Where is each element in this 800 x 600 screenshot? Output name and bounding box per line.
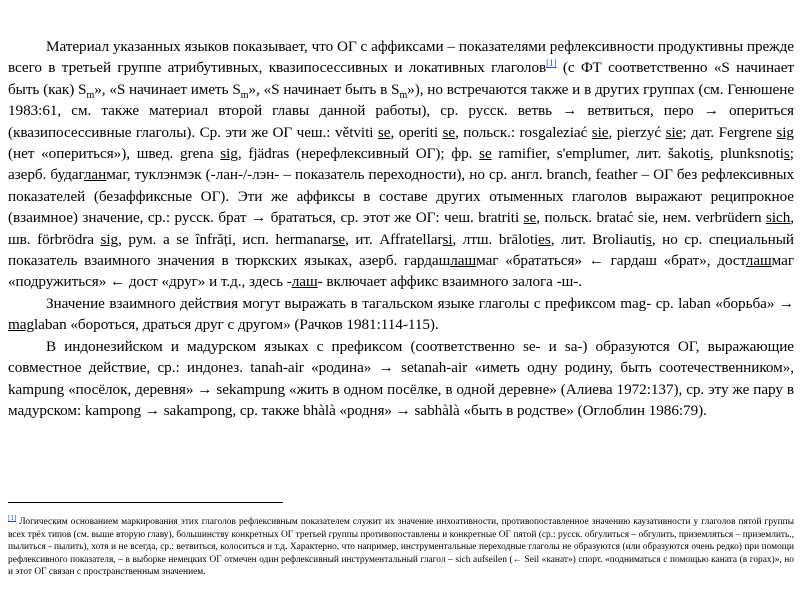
text-run: laban «бороться, драться друг с другом» (Рачков 1981:114-115). — [34, 316, 439, 334]
text-run: маг «брататься» ← гардаш «брат», дост — [476, 252, 746, 270]
underlined-affix: s — [645, 230, 652, 248]
text-run: , fjädras (нерефлексивный ОГ); фр. — [237, 145, 480, 163]
underlined-affix: sich — [765, 209, 791, 227]
underlined-affix: лаш — [745, 252, 772, 270]
text-run: », «S начинает иметь S — [94, 80, 241, 98]
text-run: , operiti — [390, 123, 443, 141]
underlined-affix: sie — [591, 123, 609, 141]
text-run: маг, туклэнмэк (-лан-/-лэн- – показатель переходности), но ср. англ. branch, feather – ОГ без рефлексивных показателей (безаффиксные ОГ). Эти же аффиксы в составе других отыменных глаголов выражают реципрокное (взаимное) значение, ср.: русск. брат → брататься, ср. этот же ОГ: чеш. bratriti — [8, 166, 795, 227]
underlined-affix: sig — [100, 230, 119, 248]
underlined-affix: sig — [220, 145, 238, 163]
footnote-marker[interactable]: [1] — [8, 513, 17, 522]
text-run: Материал указанных языков показывает, что ОГ с аффиксами – показателями рефлексивности продуктивны прежде всего в третьей группе атрибутивных, квазипосессивных и локативных глаголов — [8, 38, 794, 77]
underlined-affix: se — [523, 209, 537, 227]
text-run: , лит. Broliauti — [550, 230, 646, 248]
text-run: (нет «опериться»), швед. grena — [8, 145, 221, 163]
underlined-affix: s — [783, 145, 790, 163]
text-run: , шв. förbrödra — [8, 209, 794, 248]
text-run: - включает аффикс взаимного залога -ш-. — [317, 273, 583, 291]
text-run: (с ФТ соответственно «S начинает быть (как) S — [8, 59, 794, 98]
text-run: »), но встречаются также и в других группах (см. Генюшене 1983:61, см. также материал второй главы данной работы), ср. русск. ветвь → ветвиться, перо → опериться (квазипосессивные глаголы). Ср. эти же ОГ чеш.: větviti — [8, 80, 795, 141]
text-run: Значение взаимного действия могут выражать в тагальском языке глаголы с префиксом mag- ср. laban «борьба» → — [46, 294, 794, 312]
text-run: », «S начинает быть в S — [248, 80, 400, 98]
text-run: , рум. a se înfrăți, исп. hermanar — [118, 230, 333, 248]
paragraph — [8, 293, 794, 336]
underlined-affix: лаш — [450, 252, 477, 270]
footnote-reference-link[interactable]: [1] — [546, 58, 557, 69]
underlined-affix: se — [479, 145, 492, 163]
underlined-affix: лаш — [291, 273, 318, 291]
paragraph — [8, 36, 794, 293]
text-run: , ит. Affratellar — [345, 230, 443, 248]
underlined-affix: si — [442, 230, 453, 248]
text-run: , pierzyć — [608, 123, 666, 141]
paragraph — [8, 336, 794, 422]
footnote-text: Логическим основанием маркирования этих глаголов рефлексивным показателем служит их значение инхоативности, противопоставленное значению каузативности у глаголов пятой группы всех трёх типов (см. выше вторую главу), большинству конкретных ОГ третьей группы противопоставлены и конкретные ОГ пятой (ср.: русск. обгулиться – обгулить, приземляться – приземлить., пылиться - пылить), хотя и не всегда, ср.: ветвиться, колоситься и т.д. Характерно, что например, инструментальные переходные глаголы не образуются (или образуются очень редко) при помощи рефлексивного показателя, – в выборке немецких ОГ отмечен один рефлексивный инструментальный глагол – sich aufseilen (← Seil «канат») спорт. «подниматься с помощью каната (в горах)», но и этот ОГ связан с пространственным значением. — [8, 517, 794, 577]
main-text — [8, 36, 794, 421]
underlined-affix: se — [377, 123, 391, 141]
underlined-affix: s — [703, 145, 710, 163]
subscript: m — [86, 89, 95, 101]
subscript: m — [399, 89, 408, 101]
text-run: , plunksnoti — [709, 145, 784, 163]
text-run: , польск.: rosgaleziać — [455, 123, 592, 141]
footnote — [8, 513, 794, 579]
underlined-affix: se — [332, 230, 346, 248]
text-run: , польск. bratać sie, нем. verbrüdern — [536, 209, 766, 227]
subscript: m — [240, 89, 249, 101]
text-run: ; азерб. будаг — [8, 145, 794, 184]
underlined-affix: sie — [665, 123, 683, 141]
text-run: маг «подружиться» ← дост «друг» и т.д., здесь - — [8, 252, 794, 291]
text-run: , лтш. brāloti — [452, 230, 539, 248]
underlined-affix: se — [442, 123, 456, 141]
text-run: ; дат. Fergrene — [682, 123, 777, 141]
text-run: , но ср. специальный показатель взаимного значения в тюркских языках, азерб. гардаш — [8, 230, 794, 270]
text-run: ramifier, s'emplumer, лит. šakoti — [491, 145, 704, 163]
underlined-affix: лан — [83, 166, 107, 184]
underlined-affix: mag — [8, 316, 34, 334]
underlined-affix: es — [538, 230, 551, 248]
text-run: В индонезийском и мадурском языках с префиксом (соответственно se- и sa-) образуются ОГ, выражающие совместное действие, ср.: индонез. tanah-air «родина» → setanah-air «иметь одну родину, быть соотечественником», kampung «посёлок, деревня» → sekampung «жить в одном посёлке, в одной деревне» (Алиева 1972:137), ср. эту же пару в мадурском: kampong → sakampong, ср. также bhàlà «родня» → sabhàlà «быть в родстве» (Оглоблин 1986:79). — [8, 337, 794, 419]
footnote-separator — [8, 502, 283, 503]
underlined-affix: sig — [776, 123, 794, 141]
